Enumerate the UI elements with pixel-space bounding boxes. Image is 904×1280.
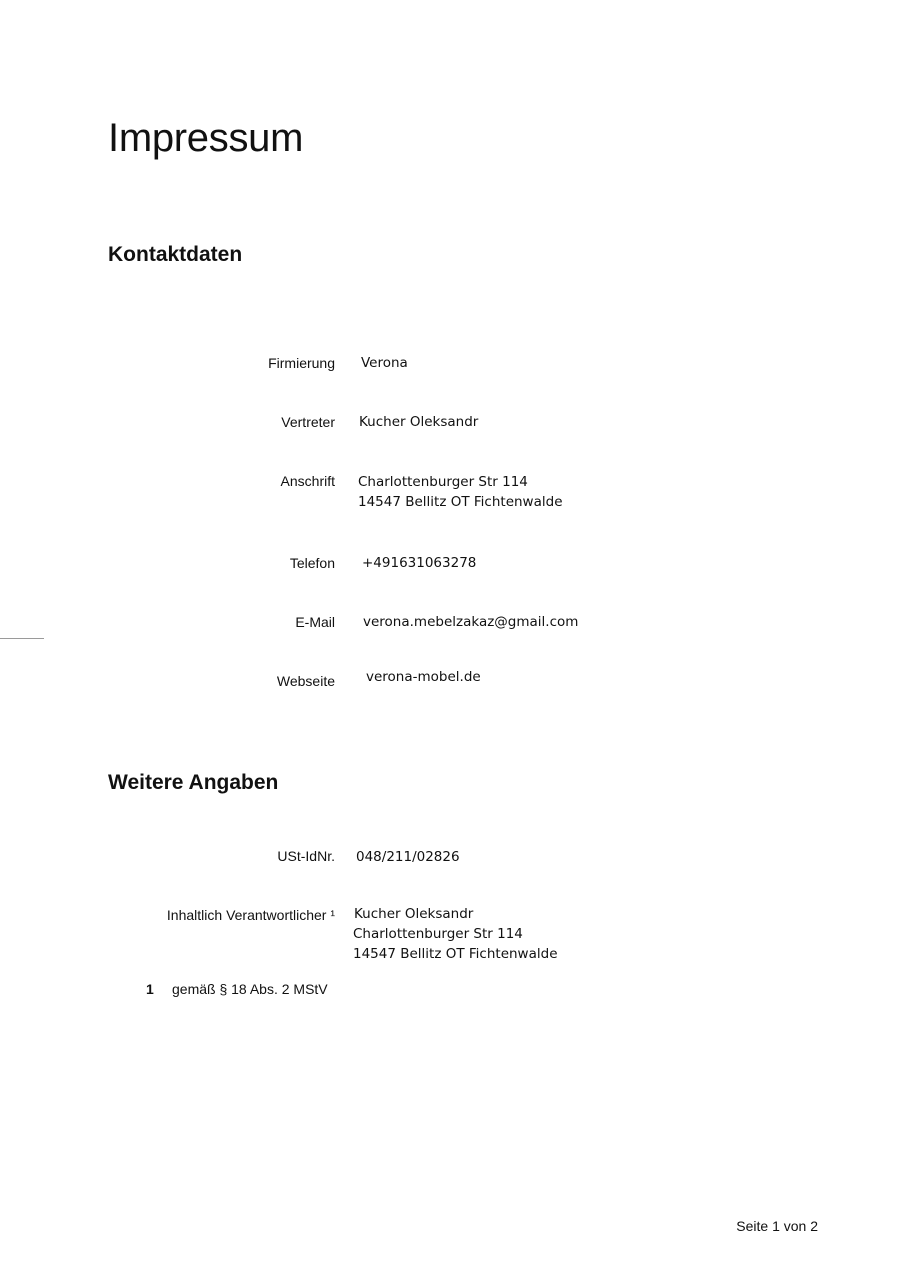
footnote-text: gemäß § 18 Abs. 2 MStV <box>172 981 328 997</box>
verantwortlicher-label: Inhaltlich Verantwortlicher ¹ <box>166 907 335 923</box>
webseite-value: verona-mobel.de <box>366 669 481 685</box>
ust-label: USt-IdNr. <box>277 848 335 864</box>
footnote-number: 1 <box>146 981 154 997</box>
email-value: verona.mebelzakaz@gmail.com <box>363 614 579 630</box>
anschrift-city: 14547 Bellitz OT Fichtenwalde <box>358 494 563 510</box>
ust-value: 048/211/02826 <box>356 849 460 865</box>
firmierung-label: Firmierung <box>268 355 335 371</box>
telefon-label: Telefon <box>289 555 335 571</box>
section-heading-kontaktdaten: Kontaktdaten <box>108 243 243 266</box>
section-heading-weitere-angaben: Weitere Angaben <box>108 771 279 794</box>
verantwortlicher-city: 14547 Bellitz OT Fichtenwalde <box>353 946 558 962</box>
verantwortlicher-name: Kucher Oleksandr <box>354 906 474 922</box>
webseite-label: Webseite <box>276 673 335 689</box>
anschrift-value <box>358 472 563 512</box>
anschrift-label: Anschrift <box>280 473 335 489</box>
verantwortlicher-street: Charlottenburger Str 114 <box>353 926 523 942</box>
page-number: Seite 1 von 2 <box>736 1218 818 1234</box>
telefon-value: +491631063278 <box>362 555 477 571</box>
vertreter-value: Kucher Oleksandr <box>359 414 479 430</box>
verantwortlicher-value <box>353 904 558 964</box>
email-label: E-Mail <box>295 614 335 630</box>
firmierung-value: Verona <box>361 355 408 371</box>
anschrift-street: Charlottenburger Str 114 <box>358 474 528 490</box>
margin-mark <box>0 638 44 639</box>
page-title: Impressum <box>108 116 304 160</box>
vertreter-label: Vertreter <box>281 414 335 430</box>
